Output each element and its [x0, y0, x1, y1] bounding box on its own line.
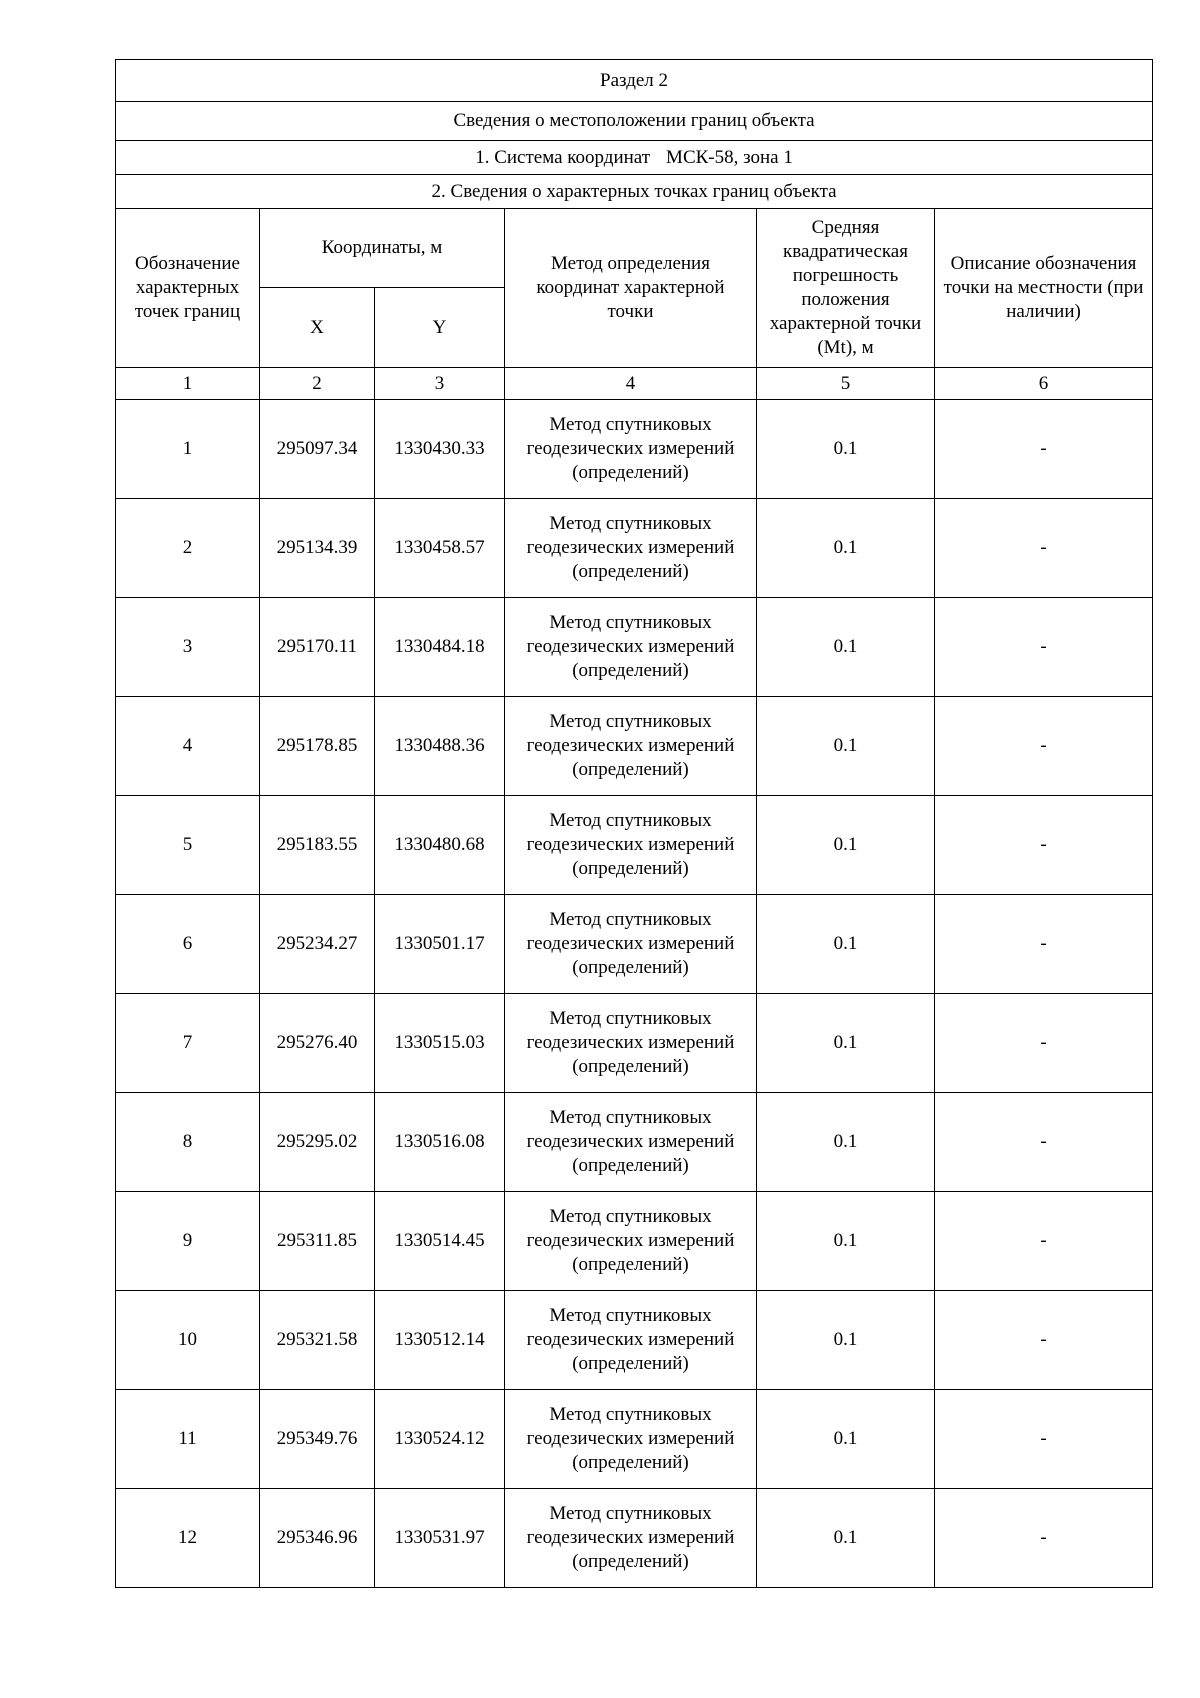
column-number: 2 [260, 368, 375, 400]
y-cell: 1330524.12 [375, 1390, 505, 1489]
method-cell: Метод спутниковых геодезических измерений (определений) [505, 796, 757, 895]
column-number: 3 [375, 368, 505, 400]
point-cell: 2 [116, 499, 260, 598]
table-row [116, 1291, 1153, 1390]
subtitle-row [116, 102, 1153, 141]
y-cell: 1330515.03 [375, 994, 505, 1093]
point-cell: 3 [116, 598, 260, 697]
description-cell: - [935, 400, 1153, 499]
point-cell: 4 [116, 697, 260, 796]
y-cell: 1330458.57 [375, 499, 505, 598]
x-cell: 295276.40 [260, 994, 375, 1093]
method-cell: Метод спутниковых геодезических измерений (определений) [505, 499, 757, 598]
table-row [116, 1093, 1153, 1192]
table-row [116, 1192, 1153, 1291]
method-cell: Метод спутниковых геодезических измерений (определений) [505, 1390, 757, 1489]
coord-system-cell [116, 141, 1153, 175]
point-cell: 7 [116, 994, 260, 1093]
error-cell: 0.1 [757, 796, 935, 895]
x-cell: 295097.34 [260, 400, 375, 499]
error-cell: 0.1 [757, 1192, 935, 1291]
points-title-row [116, 175, 1153, 209]
column-number: 6 [935, 368, 1153, 400]
table-row [116, 1489, 1153, 1588]
points-title: 2. Сведения о характерных точках границ объекта [116, 175, 1153, 209]
point-cell: 5 [116, 796, 260, 895]
table-row [116, 796, 1153, 895]
header-description: Описание обозначения точки на местности (при наличии) [935, 209, 1153, 368]
description-cell: - [935, 499, 1153, 598]
error-cell: 0.1 [757, 1390, 935, 1489]
y-cell: 1330430.33 [375, 400, 505, 499]
coord-system-label: 1. Система координат [475, 146, 651, 168]
section-title: Раздел 2 [116, 60, 1153, 102]
y-cell: 1330488.36 [375, 697, 505, 796]
y-cell: 1330501.17 [375, 895, 505, 994]
error-cell: 0.1 [757, 400, 935, 499]
description-cell: - [935, 994, 1153, 1093]
header-designation: Обозначение характерных точек границ [116, 209, 260, 368]
point-cell: 9 [116, 1192, 260, 1291]
y-cell: 1330480.68 [375, 796, 505, 895]
table-row [116, 697, 1153, 796]
x-cell: 295349.76 [260, 1390, 375, 1489]
description-cell: - [935, 1390, 1153, 1489]
header-error: Средняя квадратическая погрешность положения характерной точки (Mt), м [757, 209, 935, 368]
method-cell: Метод спутниковых геодезических измерений (определений) [505, 1489, 757, 1588]
description-cell: - [935, 1291, 1153, 1390]
column-number: 4 [505, 368, 757, 400]
method-cell: Метод спутниковых геодезических измерений (определений) [505, 598, 757, 697]
header-method: Метод определения координат характерной точки [505, 209, 757, 368]
description-cell: - [935, 895, 1153, 994]
x-cell: 295295.02 [260, 1093, 375, 1192]
point-cell: 12 [116, 1489, 260, 1588]
boundary-points-table [115, 59, 1153, 1588]
description-cell: - [935, 697, 1153, 796]
error-cell: 0.1 [757, 1093, 935, 1192]
header-x: X [260, 288, 375, 368]
error-cell: 0.1 [757, 895, 935, 994]
x-cell: 295170.11 [260, 598, 375, 697]
method-cell: Метод спутниковых геодезических измерений (определений) [505, 895, 757, 994]
error-cell: 0.1 [757, 598, 935, 697]
method-cell: Метод спутниковых геодезических измерений (определений) [505, 994, 757, 1093]
point-cell: 8 [116, 1093, 260, 1192]
point-cell: 1 [116, 400, 260, 499]
method-cell: Метод спутниковых геодезических измерений (определений) [505, 400, 757, 499]
x-cell: 295321.58 [260, 1291, 375, 1390]
point-cell: 10 [116, 1291, 260, 1390]
table-row [116, 598, 1153, 697]
x-cell: 295134.39 [260, 499, 375, 598]
description-cell: - [935, 598, 1153, 697]
column-number: 5 [757, 368, 935, 400]
header-row-1 [116, 209, 1153, 288]
y-cell: 1330531.97 [375, 1489, 505, 1588]
method-cell: Метод спутниковых геодезических измерений (определений) [505, 1291, 757, 1390]
section-title-row [116, 60, 1153, 102]
y-cell: 1330512.14 [375, 1291, 505, 1390]
header-coordinates: Координаты, м [260, 209, 505, 288]
x-cell: 295183.55 [260, 796, 375, 895]
table-row [116, 994, 1153, 1093]
table-body [116, 60, 1153, 1588]
x-cell: 295346.96 [260, 1489, 375, 1588]
coord-system-row [116, 141, 1153, 175]
method-cell: Метод спутниковых геодезических измерений (определений) [505, 697, 757, 796]
error-cell: 0.1 [757, 1291, 935, 1390]
table-row [116, 499, 1153, 598]
header-y: Y [375, 288, 505, 368]
description-cell: - [935, 1093, 1153, 1192]
error-cell: 0.1 [757, 1489, 935, 1588]
point-cell: 11 [116, 1390, 260, 1489]
method-cell: Метод спутниковых геодезических измерений (определений) [505, 1093, 757, 1192]
point-cell: 6 [116, 895, 260, 994]
column-number: 1 [116, 368, 260, 400]
description-cell: - [935, 1192, 1153, 1291]
error-cell: 0.1 [757, 994, 935, 1093]
section-subtitle: Сведения о местоположении границ объекта [116, 102, 1153, 141]
table-row [116, 895, 1153, 994]
x-cell: 295178.85 [260, 697, 375, 796]
table-row [116, 1390, 1153, 1489]
error-cell: 0.1 [757, 499, 935, 598]
coord-system-value: МСК-58, зона 1 [666, 146, 793, 168]
y-cell: 1330516.08 [375, 1093, 505, 1192]
x-cell: 295234.27 [260, 895, 375, 994]
x-cell: 295311.85 [260, 1192, 375, 1291]
table-row [116, 400, 1153, 499]
column-numbers-row [116, 368, 1153, 400]
error-cell: 0.1 [757, 697, 935, 796]
method-cell: Метод спутниковых геодезических измерений (определений) [505, 1192, 757, 1291]
description-cell: - [935, 796, 1153, 895]
description-cell: - [935, 1489, 1153, 1588]
y-cell: 1330514.45 [375, 1192, 505, 1291]
y-cell: 1330484.18 [375, 598, 505, 697]
